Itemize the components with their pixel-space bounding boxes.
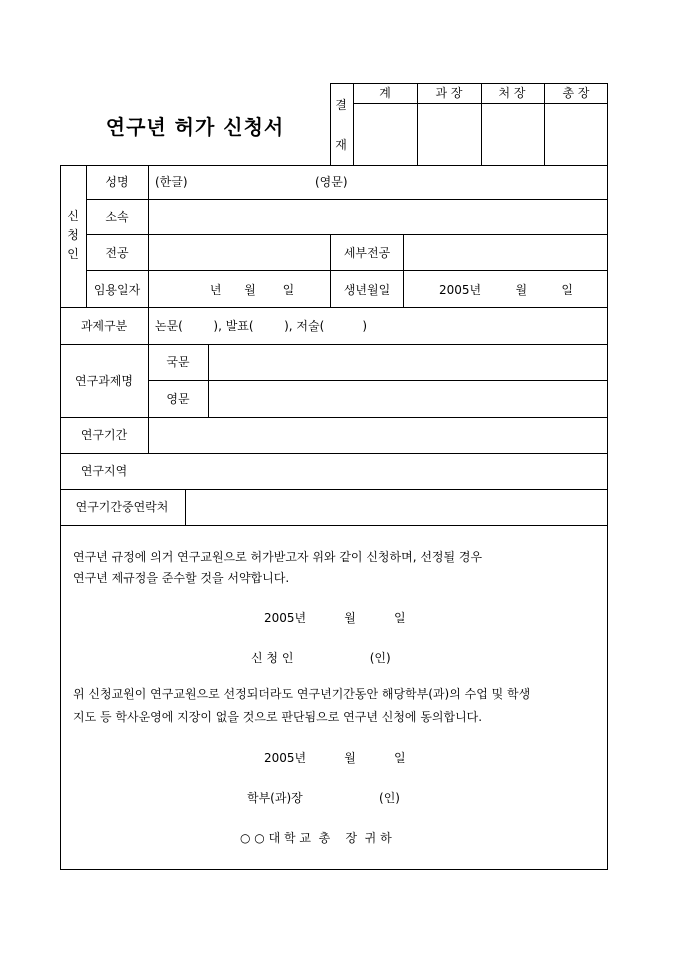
- name-korean-label: (한글): [155, 175, 188, 189]
- sub-major-label: 세부전공: [343, 246, 391, 260]
- major-field[interactable]: [149, 235, 330, 270]
- pledge-date: 2005년 월 일: [264, 611, 406, 625]
- approval-column-header: 계: [379, 86, 391, 100]
- form-title: 연구년 허가 신청서: [105, 115, 285, 139]
- task-name-label: 연구과제명: [75, 374, 133, 388]
- research-period-field[interactable]: [149, 418, 607, 453]
- birth-date-label: 생년월일: [343, 283, 391, 297]
- applicant-group-label: 신: [67, 209, 79, 223]
- addressee: ○ ○ 대 학 교 총 장 귀 하: [240, 831, 392, 845]
- approval-label: 재: [335, 138, 347, 152]
- consent-date: 2005년 월 일: [264, 751, 406, 765]
- research-period-label: 연구기간: [80, 428, 128, 442]
- appointment-date-label: 임용일자: [93, 283, 141, 297]
- research-region-label: 연구지역: [80, 464, 128, 478]
- task-type-field[interactable]: 논문( ), 발표( ), 저술( ): [155, 319, 368, 333]
- applicant-signature: 신 청 인 (인): [251, 651, 391, 665]
- approval-sign-cell[interactable]: [354, 104, 417, 166]
- divider: [60, 307, 608, 308]
- approval-column-header: 과 장: [435, 86, 463, 100]
- consent-text: 지도 등 학사운영에 지장이 없을 것으로 판단됨으로 연구년 신청에 동의합니다.: [73, 710, 483, 724]
- contact-field[interactable]: [186, 490, 607, 525]
- pledge-text: 연구년 제규정을 준수할 것을 서약합니다.: [73, 571, 290, 585]
- task-name-korean-label: 국문: [166, 355, 190, 369]
- sub-major-field[interactable]: [404, 235, 607, 270]
- divider: [330, 234, 331, 307]
- approval-column-header: 총 장: [562, 86, 590, 100]
- appointment-date-field[interactable]: 년 월 일: [209, 283, 295, 297]
- major-label: 전공: [105, 246, 129, 260]
- applicant-group-label: 청: [67, 228, 79, 242]
- task-name-korean-field[interactable]: [209, 345, 607, 380]
- task-name-english-label: 영문: [166, 392, 190, 406]
- birth-date-field[interactable]: 2005년 월 일: [439, 283, 573, 297]
- affiliation-label: 소속: [105, 210, 129, 224]
- name-english-label: (영문): [315, 175, 348, 189]
- name-label: 성명: [105, 175, 129, 189]
- contact-label: 연구기간중연락처: [75, 500, 169, 514]
- pledge-text: 연구년 규정에 의거 연구교원으로 허가받고자 위와 같이 신청하며, 선정될 경우: [73, 550, 483, 564]
- approval-sign-cell[interactable]: [482, 104, 544, 166]
- consent-text: 위 신청교원이 연구교원으로 선정되더라도 연구년기간동안 해당학부(과)의 수업 및 학생: [73, 687, 531, 701]
- divider: [86, 270, 608, 271]
- task-type-label: 과제구분: [80, 319, 128, 333]
- department-head-signature: 학부(과)장 (인): [247, 791, 400, 805]
- divider: [86, 165, 87, 307]
- research-region-field[interactable]: [149, 454, 607, 489]
- approval-label: 결: [335, 98, 347, 112]
- task-name-english-field[interactable]: [209, 381, 607, 417]
- divider: [60, 525, 608, 526]
- approval-column-header: 처 장: [498, 86, 526, 100]
- applicant-group-label: 인: [67, 247, 79, 261]
- approval-sign-cell[interactable]: [545, 104, 607, 166]
- approval-sign-cell[interactable]: [418, 104, 481, 166]
- affiliation-field[interactable]: [149, 200, 607, 234]
